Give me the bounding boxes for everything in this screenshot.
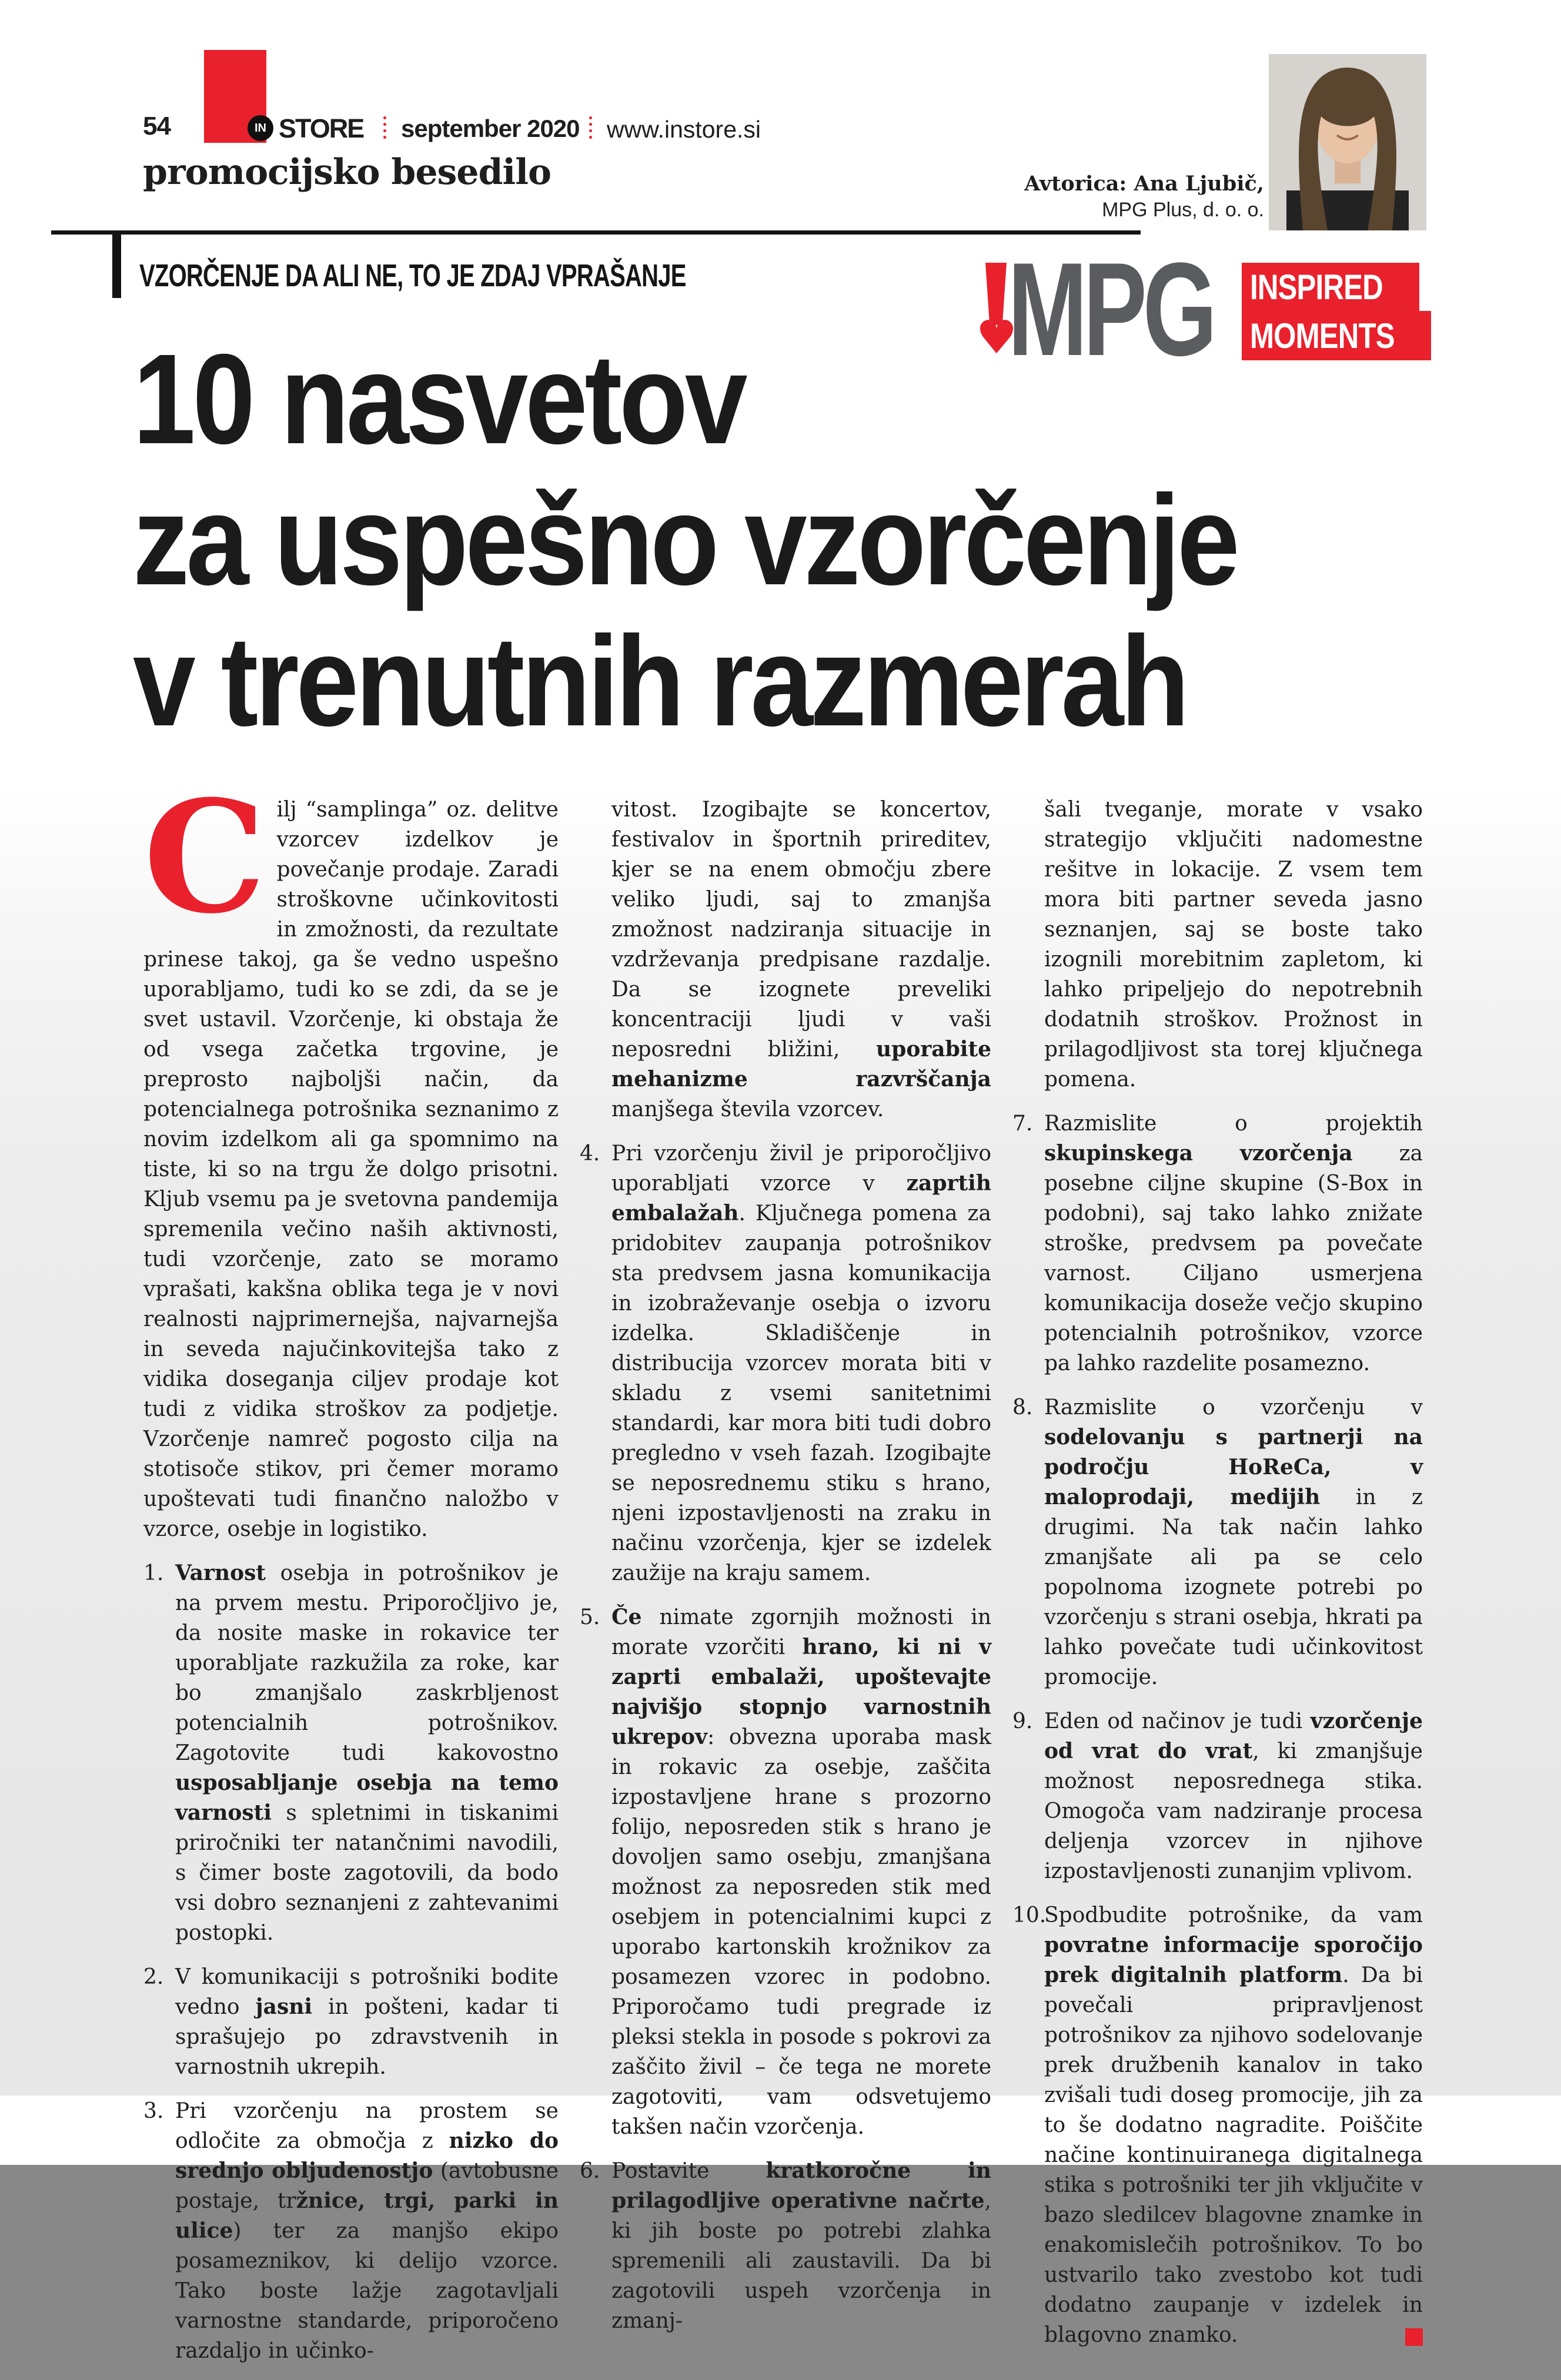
- title-line-1: 10 nasvetov: [133, 328, 745, 471]
- page-number: 54: [143, 112, 171, 140]
- item-number: 7.: [1012, 1112, 1033, 1136]
- article-end-mark: [1405, 2328, 1423, 2346]
- list-item: 4. Pri vzorčenju živil je priporočljivo uporabljati vzorce v zaprtih embalažah. Ključnega pomena za pridobitev zaupanja potrošnikov sta predvsem jasna komunikacija in izobraževanje osebja o izvoru izdelka. Skladiščenje in distribucija vzorcev morata biti v skladu z vsemi sanitetnimi standardi, kar mora biti tudi dobro pregledno v vseh fazah. Izogibajte se neposrednemu stiku s hrano, njeni izpostavljenosti na zraku in načinu vzorčenja, kjer se izdelek zaužije na kraju samem.: [580, 1139, 991, 1588]
- list-item: 6. Postavite kratkoročne in prilagodljive operativne načrte, ki jih boste po potrebi zlahka spremenili ali zaustavili. Da bi zagotovili uspeh vzorčenja in zmanj-: [580, 2156, 991, 2336]
- instore-logo-in-label: IN: [255, 121, 266, 135]
- kicker-vertical-bar: [112, 230, 121, 298]
- paragraph: vitost. Izogibajte se koncertov, festivalov in športnih prireditev, kjer se na enem območju zbere veliko ljudi, saj to zmanjša zmožnost nadziranja situacije in vzdrževanja predpisane razdalje. Da se izognete preveliki koncentraciji ljudi v vaši neposredni bližini, uporabite mehanizme razvrščanja manjšega števila vzorcev.: [611, 798, 991, 1122]
- masthead-dotted-separator: [589, 116, 592, 139]
- instore-logo-store-label: STORE: [279, 113, 364, 143]
- list-item: 2. V komunikaciji s potrošniki bodite vedno jasni in pošteni, kadar ti sprašujejo po zdravstvenih in varnostnih ukrepih.: [143, 1962, 559, 2082]
- article-title: [133, 329, 1387, 752]
- mpg-heart-icon: ♥: [976, 312, 1017, 364]
- badge-line-2: MOMENTS: [1250, 316, 1395, 356]
- list-item: 8. Razmislite o vzorčenju v sodelovanju s partnerji na področju HoReCa, v maloprodaji, medijih in z drugimi. Na tak način lahko zmanjšate ali pa se celo popolnoma izognete potrebi po vzorčenju s strani osebja, hkrati pa lahko povečate tudi učinkovitost promocije.: [1012, 1392, 1423, 1692]
- list-item: 9. Eden od načinov je tudi vzorčenje od vrat do vrat, ki zmanjšuje možnost neposrednega stika. Omogoča vam nadziranje procesa deljenja vzorcev in njihove izpostavljenosti zunanjim vplivom.: [1012, 1706, 1423, 1886]
- item-number: 1.: [143, 1561, 164, 1585]
- author-photo: [1269, 54, 1426, 230]
- item-number: 9.: [1012, 1709, 1033, 1733]
- instore-logo-in-icon: [248, 115, 273, 141]
- article-column-1: [143, 766, 559, 2380]
- masthead-website: www.instore.si: [607, 116, 761, 143]
- title-line-3: v trenutnih razmerah: [133, 610, 1186, 753]
- author-name: Avtorica: Ana Ljubič,: [1024, 172, 1264, 196]
- list-item: 3. Pri vzorčenju na prostem se odločite za območja z nizko do srednjo obljudenostjo (avtobusne postaje, tržnice, trgi, parki in ulice) ter za manjšo ekipo posameznikov, ki delijo vzorce. Tako boste lažje zagotavljali varnostne standarde, priporočeno razdaljo in učinko-: [143, 2096, 559, 2366]
- article-column-2: [580, 795, 991, 2350]
- author-organization: MPG Plus, d. o. o.: [1102, 199, 1264, 221]
- masthead-issue-date: september 2020: [401, 115, 580, 142]
- lead-paragraph: Cilj “samplinga” oz. delitve vzorcev izdelkov je povečanje prodaje. Zaradi stroškovne učinkovitosti in zmožnosti, da rezultate prinese takoj, ga še vedno uspešno uporabljamo, tudi ko se zdi, da se je svet ustavil. Vzorčenje, ki obstaja že od vsega začetka trgovine, je preprosto najboljši način, da potencialnega potrošnika seznanimo z novim izdelkom ali ga spomnimo na tiste, ki so na trgu že dolgo prisotni. Kljub vsemu pa je svetovna pandemija spremenila večino naših aktivnosti, tudi vzorčenje, zato se moramo vprašati, kakšna oblika tega je v novi realnosti najprimernejša, najvarnejša in seveda najučinkovitejša tako z vidika doseganja ciljev prodaje kot tudi z vidika stroškov za podjetje. Vzorčenje namreč pogosto cilja na stotisoče stikov, pri čemer moramo upoštevati tudi finančno naložbo v vzorce, osebje in logistiko.: [143, 766, 559, 1541]
- list-item: 10. Spodbudite potrošnike, da vam povratne informacije sporočijo prek digitalnih platform. Da bi povečali pripravljenost potrošnikov za njihovo sodelovanje prek družbenih kanalov in tako zvišali tudi doseg promocije, jih za to še dodatno nagradite. Poiščite načine kontinuiranega digitalnega stika s potrošniki ter jih vključite v bazo sledilcev blagovne znamke in enakomislečih potrošnikov. To bo ustvarilo tako zvestobo kot tudi dodatno zaupanje v izdelek in blagovno znamko.: [1012, 1900, 1423, 2350]
- item-number: 8.: [1012, 1395, 1033, 1420]
- paragraph: šali tveganje, morate v vsako strategijo vključiti nadomestne rešitve in lokacije. Z vsem tem mora biti partner seveda jasno seznanjen, saj se boste tako izognili morebitnim zapletom, ki lahko pripeljejo do nepotrebnih dodatnih stroškov. Prožnost in prilagodljivost sta torej ključnega pomena.: [1044, 798, 1423, 1092]
- title-line-2: za uspešno vzorčenje: [133, 469, 1237, 612]
- item-number: 10.: [1012, 1903, 1047, 1927]
- section-label: promocijsko besedilo: [143, 152, 551, 193]
- badge-row: [1242, 263, 1419, 311]
- masthead-dotted-separator: [383, 116, 386, 139]
- list-item: 7. Razmislite o projektih skupinskega vzorčenja za posebne ciljne skupine (S-Box in podobni), saj tako lahko znižate stroške, predvsem pa povečate varnost. Ciljano usmerjena komunikacija doseže večjo skupino potencialnih potrošnikov, vzorce pa lahko razdelite posamezno.: [1012, 1109, 1423, 1378]
- kicker-text: VZORČENJE DA ALI NE, TO JE ZDAJ VPRAŠANJE: [139, 258, 686, 293]
- article-column-3: [1012, 795, 1423, 2364]
- drop-cap: C: [143, 766, 266, 948]
- header-rule: [51, 230, 1141, 235]
- badge-line-1: INSPIRED: [1250, 267, 1383, 307]
- list-item: 5. Če nimate zgornjih možnosti in morate vzorčiti hrano, ki ni v zaprti embalaži, upoštevajte najvišjo stopnjo varnostnih ukrepov: obvezna uporaba mask in rokavic za osebje, zaščita izpostavljene hrane s prozorno folijo, neposreden stik s hrano je dovoljen samo osebju, zmanjšana možnost za neposreden stik med osebjem in potencialnimi kupci z uporabo kartonskih krožnikov za posamezen vzorec in podobno. Priporočamo tudi pregrade iz pleksi stekla in posode s pokrovi za zaščito živil – če tega ne morete zagotoviti, vam odsvetujemo takšen način vzorčenja.: [580, 1602, 991, 2142]
- item-number: 2.: [143, 1965, 164, 1989]
- item-number: 4.: [580, 1142, 600, 1166]
- mpg-logo-wordmark: MPG: [1008, 235, 1214, 383]
- item-number: 3.: [143, 2099, 164, 2123]
- list-item: 1. Varnost osebja in potrošnikov je na prvem mestu. Priporočljivo je, da nosite maske in rokavice ter uporabljate razkužila za roke, kar bo zmanjšalo zaskrbljenost potencialnih potrošnikov. Zagotovite tudi kakovostno usposabljanje osebja na temo varnosti s spletnimi in tiskanimi priročniki ter natančnimi navodili, s čimer boste zagotovili, da bodo vsi dobro seznanjeni z zahtevanimi postopki.: [143, 1558, 559, 1948]
- item-number: 5.: [580, 1605, 600, 1629]
- item-number: 6.: [580, 2159, 600, 2183]
